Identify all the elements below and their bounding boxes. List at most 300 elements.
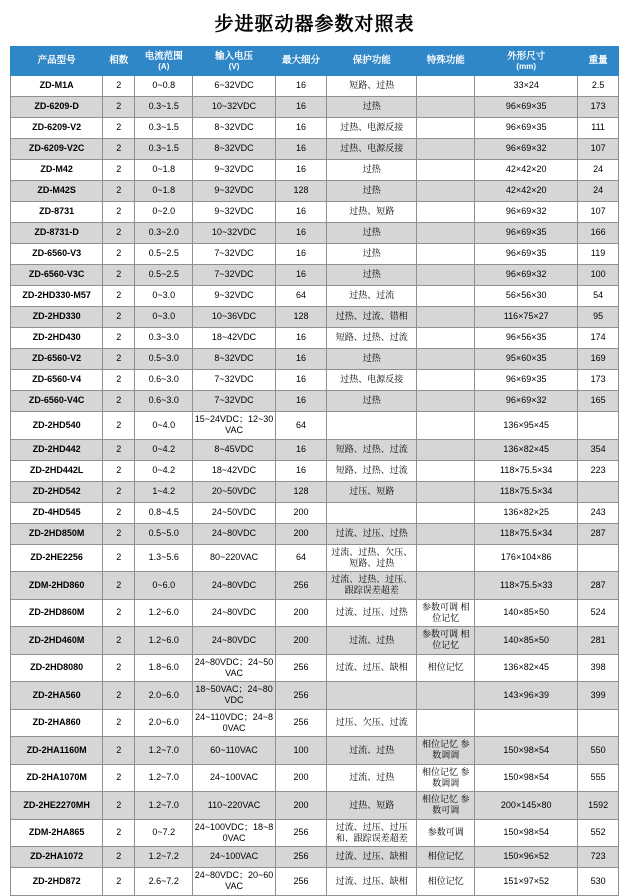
cell-weight: 24 [578,160,619,181]
cell-phase: 2 [103,223,135,244]
cell-voltage: 24~100VDC；18~80VAC [193,819,276,847]
cell-voltage: 110~220VAC [193,792,276,820]
cell-current: 0~4.0 [135,412,193,440]
cell-weight: 95 [578,307,619,328]
cell-current: 0.8~4.5 [135,502,193,523]
cell-phase: 2 [103,97,135,118]
cell-voltage: 20~50VDC [193,481,276,502]
cell-current: 0~4.2 [135,439,193,460]
cell-model: ZD-6209-V2C [11,139,103,160]
cell-special [417,244,475,265]
column-header-special: 特殊功能 [417,47,475,76]
cell-current: 1.3~5.6 [135,544,193,572]
cell-microstep: 16 [275,223,326,244]
cell-current: 0.6~3.0 [135,391,193,412]
cell-phase: 2 [103,544,135,572]
cell-protection: 短路、过热 [327,76,417,97]
cell-model: ZD-2HA1072 [11,847,103,868]
cell-microstep: 256 [275,709,326,737]
cell-phase: 2 [103,792,135,820]
cell-voltage: 8~45VDC [193,439,276,460]
cell-voltage: 24~80VDC [193,627,276,655]
cell-current: 0~3.0 [135,307,193,328]
cell-microstep: 256 [275,847,326,868]
cell-current: 0.3~3.0 [135,328,193,349]
cell-dimensions: 96×56×35 [475,328,578,349]
cell-model: ZD-2HA860 [11,709,103,737]
cell-voltage: 24~80VDC [193,599,276,627]
table-row [11,286,619,307]
cell-special: 相位记忆 参数调调 [417,737,475,765]
cell-current: 0.3~2.0 [135,223,193,244]
header-row [11,47,619,76]
cell-voltage: 24~80VDC；20~60VAC [193,868,276,896]
cell-protection: 过压、欠压、过流 [327,709,417,737]
cell-voltage: 24~110VDC；24~80VAC [193,709,276,737]
cell-special: 参数可调 相位记忆 [417,627,475,655]
table-body [11,76,619,896]
cell-special [417,544,475,572]
table-row [11,502,619,523]
cell-dimensions: 96×69×35 [475,244,578,265]
cell-model: ZD-M42 [11,160,103,181]
cell-microstep: 16 [275,244,326,265]
cell-dimensions: 118×75.5×33 [475,572,578,600]
table-row [11,544,619,572]
cell-model: ZD-2HD540 [11,412,103,440]
cell-special: 相位记忆 参数调调 [417,764,475,792]
cell-phase: 2 [103,627,135,655]
table-row [11,709,619,737]
cell-microstep: 200 [275,523,326,544]
cell-current: 1~4.2 [135,481,193,502]
cell-phase: 2 [103,737,135,765]
table-row [11,627,619,655]
table-row [11,599,619,627]
cell-special: 参数可调 相位记忆 [417,599,475,627]
cell-weight: 281 [578,627,619,655]
cell-phase: 2 [103,391,135,412]
cell-special [417,328,475,349]
cell-model: ZD-2HD460M [11,627,103,655]
cell-current: 0~4.2 [135,460,193,481]
cell-weight: 173 [578,370,619,391]
table-row [11,76,619,97]
cell-microstep: 16 [275,370,326,391]
cell-model: ZDM-2HA865 [11,819,103,847]
cell-phase: 2 [103,265,135,286]
cell-weight [578,481,619,502]
cell-phase: 2 [103,307,135,328]
cell-microstep: 64 [275,412,326,440]
cell-dimensions: 150×98×54 [475,819,578,847]
cell-protection: 过热 [327,160,417,181]
table-row [11,847,619,868]
cell-special [417,223,475,244]
cell-phase: 2 [103,412,135,440]
cell-voltage: 60~110VAC [193,737,276,765]
cell-microstep: 256 [275,682,326,710]
cell-model: ZD-M42S [11,181,103,202]
cell-microstep: 16 [275,76,326,97]
cell-model: ZD-2HA560 [11,682,103,710]
cell-dimensions: 118×75.5×34 [475,481,578,502]
cell-current: 0.5~2.5 [135,244,193,265]
cell-weight: 24 [578,181,619,202]
cell-microstep: 256 [275,819,326,847]
cell-model: ZDM-2HD860 [11,572,103,600]
cell-microstep: 200 [275,627,326,655]
table-row [11,764,619,792]
cell-microstep: 16 [275,202,326,223]
cell-protection: 过热、电源反接 [327,370,417,391]
cell-voltage: 9~32VDC [193,160,276,181]
cell-special [417,349,475,370]
cell-weight: 100 [578,265,619,286]
cell-microstep: 256 [275,572,326,600]
cell-phase: 2 [103,819,135,847]
cell-weight: 399 [578,682,619,710]
cell-current: 1.2~6.0 [135,627,193,655]
cell-protection: 过流、过热 [327,764,417,792]
table-row [11,391,619,412]
cell-special [417,118,475,139]
cell-phase: 2 [103,244,135,265]
cell-weight: 54 [578,286,619,307]
table-row [11,439,619,460]
cell-special [417,97,475,118]
cell-current: 0.3~1.5 [135,118,193,139]
cell-special [417,202,475,223]
cell-model: ZD-2HD860M [11,599,103,627]
cell-phase: 2 [103,654,135,682]
cell-special [417,76,475,97]
cell-weight [578,412,619,440]
table-row [11,223,619,244]
cell-weight: 2.5 [578,76,619,97]
cell-special [417,572,475,600]
cell-model: ZD-2HD330-M57 [11,286,103,307]
cell-protection: 过压、短路 [327,481,417,502]
cell-protection: 过热 [327,391,417,412]
cell-current: 1.2~7.0 [135,764,193,792]
cell-phase: 2 [103,709,135,737]
cell-microstep: 200 [275,792,326,820]
cell-protection: 过流、过压、缺相 [327,868,417,896]
cell-dimensions: 151×97×52 [475,868,578,896]
cell-model: ZD-6560-V4C [11,391,103,412]
cell-phase: 2 [103,202,135,223]
cell-microstep: 16 [275,391,326,412]
cell-phase: 2 [103,682,135,710]
cell-current: 0~1.8 [135,160,193,181]
cell-protection: 过流、过热 [327,627,417,655]
cell-special [417,265,475,286]
cell-phase: 2 [103,370,135,391]
cell-dimensions: 150×98×54 [475,764,578,792]
cell-phase: 2 [103,523,135,544]
table-row [11,682,619,710]
cell-special [417,502,475,523]
cell-model: ZD-2HD442L [11,460,103,481]
cell-protection: 过流、过热、欠压、短路、过热 [327,544,417,572]
cell-model: ZD-2HD8080 [11,654,103,682]
cell-voltage: 24~80VDC [193,572,276,600]
cell-dimensions: 96×69×32 [475,202,578,223]
cell-phase: 2 [103,181,135,202]
cell-voltage: 8~32VDC [193,349,276,370]
cell-special [417,286,475,307]
cell-phase: 2 [103,76,135,97]
cell-protection: 过热 [327,349,417,370]
table-header [11,47,619,76]
cell-special [417,307,475,328]
cell-microstep: 128 [275,181,326,202]
cell-phase: 2 [103,139,135,160]
cell-current: 2.6~7.2 [135,868,193,896]
cell-weight: 550 [578,737,619,765]
cell-model: ZD-6209-D [11,97,103,118]
cell-protection: 过热、电源反接 [327,118,417,139]
cell-phase: 2 [103,572,135,600]
cell-protection: 过热 [327,244,417,265]
cell-special [417,181,475,202]
cell-phase: 2 [103,847,135,868]
cell-protection: 过流、过压、过压和、跟踪误差超差 [327,819,417,847]
cell-dimensions: 150×98×54 [475,737,578,765]
cell-weight: 173 [578,97,619,118]
cell-phase: 2 [103,118,135,139]
cell-dimensions: 136×82×45 [475,439,578,460]
cell-current: 1.2~7.2 [135,847,193,868]
cell-current: 0.3~1.5 [135,97,193,118]
cell-phase: 2 [103,868,135,896]
cell-weight: 169 [578,349,619,370]
cell-weight: 552 [578,819,619,847]
cell-weight: 111 [578,118,619,139]
cell-dimensions: 140×85×50 [475,627,578,655]
cell-protection: 过热、电源反接 [327,139,417,160]
cell-phase: 2 [103,328,135,349]
cell-model: ZD-8731 [11,202,103,223]
table-row [11,97,619,118]
cell-dimensions: 96×69×35 [475,223,578,244]
cell-dimensions: 118×75.5×34 [475,523,578,544]
cell-microstep: 256 [275,868,326,896]
cell-current: 0~3.0 [135,286,193,307]
cell-current: 0.6~3.0 [135,370,193,391]
cell-model: ZD-6560-V3 [11,244,103,265]
cell-microstep: 64 [275,544,326,572]
cell-microstep: 16 [275,349,326,370]
table-row [11,181,619,202]
cell-dimensions: 176×104×86 [475,544,578,572]
table-row [11,868,619,896]
cell-model: ZD-2HA1070M [11,764,103,792]
cell-current: 0.5~5.0 [135,523,193,544]
cell-special: 相位记忆 [417,654,475,682]
cell-special [417,523,475,544]
cell-microstep: 64 [275,286,326,307]
cell-weight: 166 [578,223,619,244]
table-row [11,370,619,391]
cell-model: ZD-2HD330 [11,307,103,328]
cell-weight: 524 [578,599,619,627]
cell-microstep: 16 [275,118,326,139]
cell-protection: 过热、短路 [327,202,417,223]
column-header-model: 产品型号 [11,47,103,76]
cell-voltage: 7~32VDC [193,370,276,391]
cell-dimensions: 140×85×50 [475,599,578,627]
cell-protection: 过流、过热、过压、跟踪误差超差 [327,572,417,600]
cell-dimensions: 56×56×30 [475,286,578,307]
table-row [11,819,619,847]
table-row [11,160,619,181]
column-header-current: 电流范围 (A) [135,47,193,76]
cell-voltage: 15~24VDC；12~30VAC [193,412,276,440]
cell-weight: 174 [578,328,619,349]
cell-voltage: 7~32VDC [193,391,276,412]
cell-dimensions: 42×42×20 [475,181,578,202]
cell-current: 1.8~6.0 [135,654,193,682]
cell-voltage: 80~220VAC [193,544,276,572]
cell-microstep: 200 [275,502,326,523]
cell-dimensions: 200×145×80 [475,792,578,820]
cell-dimensions: 150×96×52 [475,847,578,868]
cell-protection: 过热、短路 [327,792,417,820]
cell-dimensions: 96×69×32 [475,139,578,160]
table-row [11,307,619,328]
cell-protection: 短路、过热、过流 [327,328,417,349]
cell-protection: 过流、过压、过热 [327,599,417,627]
cell-model: ZD-8731-D [11,223,103,244]
cell-protection: 过热 [327,181,417,202]
table-row [11,792,619,820]
cell-model: ZD-2HD850M [11,523,103,544]
cell-microstep: 16 [275,439,326,460]
cell-weight: 223 [578,460,619,481]
cell-weight: 1592 [578,792,619,820]
cell-dimensions: 96×69×35 [475,118,578,139]
cell-weight: 555 [578,764,619,792]
cell-phase: 2 [103,160,135,181]
cell-microstep: 128 [275,307,326,328]
cell-voltage: 24~100VAC [193,764,276,792]
cell-special: 相位记忆 [417,868,475,896]
cell-protection: 短路、过热、过流 [327,439,417,460]
cell-weight: 165 [578,391,619,412]
cell-microstep: 256 [275,654,326,682]
cell-protection [327,502,417,523]
cell-voltage: 9~32VDC [193,202,276,223]
cell-dimensions: 96×69×32 [475,265,578,286]
cell-voltage: 7~32VDC [193,265,276,286]
cell-current: 2.0~6.0 [135,682,193,710]
cell-voltage: 24~100VAC [193,847,276,868]
cell-dimensions: 96×69×32 [475,391,578,412]
column-header-weight: 重量 [578,47,619,76]
cell-dimensions: 116×75×27 [475,307,578,328]
cell-dimensions: 95×60×35 [475,349,578,370]
cell-protection [327,682,417,710]
cell-special [417,439,475,460]
parameter-comparison-table [10,46,619,896]
table-row [11,481,619,502]
cell-voltage: 8~32VDC [193,118,276,139]
cell-model: ZD-2HD872 [11,868,103,896]
table-row [11,654,619,682]
cell-voltage: 24~80VDC；24~50VAC [193,654,276,682]
cell-voltage: 8~32VDC [193,139,276,160]
column-header-dimensions: 外形尺寸 (mm) [475,47,578,76]
cell-dimensions: 96×69×35 [475,370,578,391]
cell-microstep: 100 [275,737,326,765]
cell-special [417,139,475,160]
cell-special [417,391,475,412]
cell-current: 0~2.0 [135,202,193,223]
cell-special [417,370,475,391]
cell-special [417,460,475,481]
cell-current: 1.2~7.0 [135,792,193,820]
cell-phase: 2 [103,439,135,460]
cell-weight: 119 [578,244,619,265]
cell-special: 相位记忆 参数可调 [417,792,475,820]
cell-model: ZD-2HD430 [11,328,103,349]
cell-voltage: 9~32VDC [193,181,276,202]
cell-model: ZD-2HD442 [11,439,103,460]
cell-phase: 2 [103,460,135,481]
cell-phase: 2 [103,286,135,307]
cell-weight: 530 [578,868,619,896]
cell-weight [578,544,619,572]
page-title: 步进驱动器参数对照表 [214,14,415,35]
cell-voltage: 24~50VDC [193,502,276,523]
cell-phase: 2 [103,349,135,370]
table-row [11,737,619,765]
table-row [11,572,619,600]
cell-special [417,709,475,737]
cell-dimensions: 136×82×45 [475,654,578,682]
table-row [11,118,619,139]
cell-dimensions: 96×69×35 [475,97,578,118]
cell-dimensions: 143×96×39 [475,682,578,710]
cell-phase: 2 [103,502,135,523]
cell-current: 1.2~7.0 [135,737,193,765]
cell-voltage: 10~36VDC [193,307,276,328]
cell-weight: 287 [578,572,619,600]
cell-voltage: 7~32VDC [193,244,276,265]
table-row [11,139,619,160]
cell-dimensions: 136×82×25 [475,502,578,523]
cell-weight: 287 [578,523,619,544]
table-row [11,202,619,223]
cell-protection: 过流、过压、缺相 [327,654,417,682]
cell-special [417,160,475,181]
cell-microstep: 16 [275,328,326,349]
cell-special: 相位记忆 [417,847,475,868]
cell-special: 参数可调 [417,819,475,847]
table-row [11,265,619,286]
cell-weight: 107 [578,202,619,223]
table-row [11,244,619,265]
cell-dimensions: 118×75.5×34 [475,460,578,481]
cell-model: ZD-4HD545 [11,502,103,523]
cell-current: 0~7.2 [135,819,193,847]
cell-model: ZD-6560-V4 [11,370,103,391]
cell-model: ZD-2HE2256 [11,544,103,572]
cell-microstep: 16 [275,97,326,118]
cell-voltage: 9~32VDC [193,286,276,307]
